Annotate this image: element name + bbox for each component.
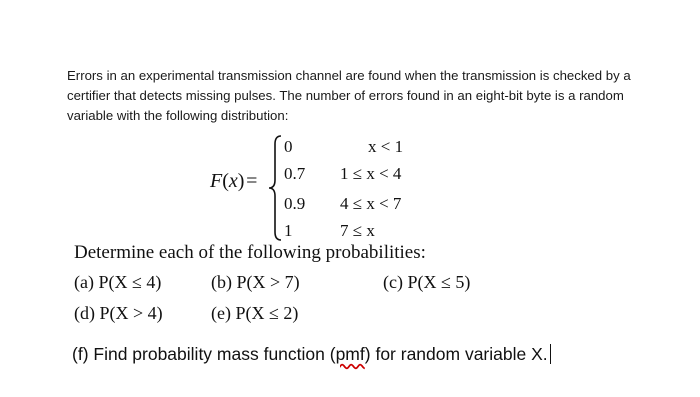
cdf-lhs: F(x) = <box>210 170 258 192</box>
instructions-heading: Determine each of the following probabilities: <box>74 242 426 263</box>
question-e <box>211 303 298 324</box>
question-expression: P(X ≤ 2) <box>235 303 299 323</box>
cdf-condition: x < 1 <box>368 137 404 156</box>
cdf-value: 0 <box>284 137 293 156</box>
question-label: (d) <box>74 303 95 323</box>
question-expression: P(X ≤ 5) <box>407 272 471 292</box>
question-label: (e) <box>211 303 231 323</box>
question-f-text-start: (f) Find probability mass function ( <box>72 344 336 364</box>
cdf-value: 1 <box>284 221 293 240</box>
question-f[interactable] <box>72 344 551 365</box>
cdf-condition: 7 ≤ x <box>340 221 375 240</box>
cdf-condition: 4 ≤ x < 7 <box>340 194 402 213</box>
left-brace <box>268 134 282 242</box>
cdf-value: 0.7 <box>284 164 306 183</box>
question-expression: P(X > 7) <box>236 272 300 292</box>
problem-statement <box>67 66 667 126</box>
statement-line: Errors in an experimental transmission channel are found when the transmission is checked by a <box>67 68 631 83</box>
cdf-function-name: F <box>210 170 223 192</box>
question-label: (b) <box>211 272 232 292</box>
question-f-text-end: ) for random variable X. <box>364 344 548 364</box>
statement-line: certifier that detects missing pulses. The number of errors found in an eight-bit byte is a random <box>67 88 624 103</box>
pmf-abbreviation: pmf <box>335 344 365 364</box>
cdf-variable: x <box>228 170 238 192</box>
cdf-value: 0.9 <box>284 194 306 213</box>
question-expression: P(X > 4) <box>99 303 163 323</box>
question-d <box>74 303 163 324</box>
question-a <box>74 272 161 293</box>
question-b <box>211 272 300 293</box>
question-c <box>383 272 470 293</box>
question-label: (a) <box>74 272 94 292</box>
question-label: (c) <box>383 272 403 292</box>
text-cursor <box>550 344 552 364</box>
question-expression: P(X ≤ 4) <box>98 272 162 292</box>
cdf-condition: 1 ≤ x < 4 <box>340 164 402 183</box>
statement-line: variable with the following distribution: <box>67 108 289 123</box>
